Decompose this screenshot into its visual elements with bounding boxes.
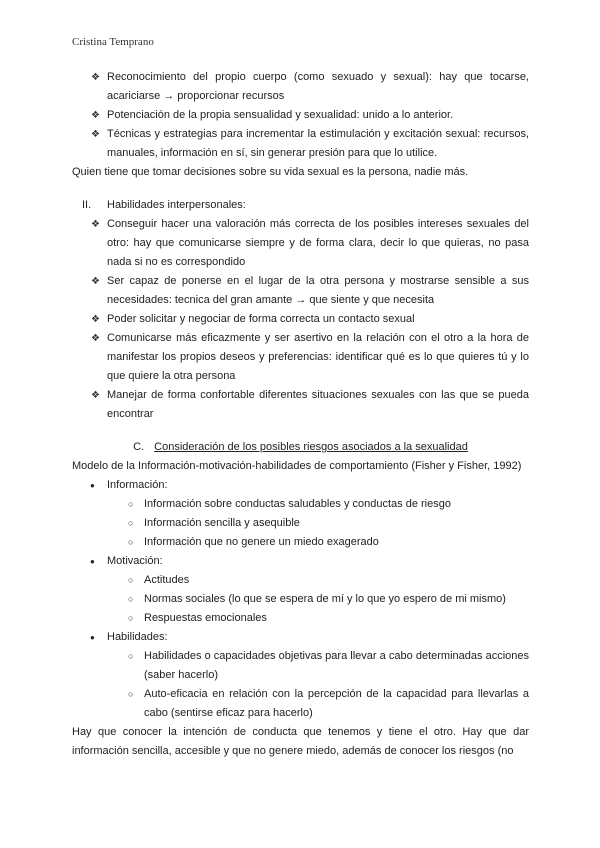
list-personal-skills [72,68,529,163]
page-header-author: Cristina Temprano [72,36,154,48]
section-numeral: II. [82,199,92,211]
list-item: ○ Información sencilla y asequible [72,514,529,533]
paragraph-model: Modelo de la Información-motivación-habilidades de comportamiento (Fisher y Fisher, 1992) [72,460,522,472]
list-item: ❖ Potenciación de la propia sensualidad y sexualidad: unido a lo anterior. [72,106,529,125]
section-heading-interpersonal [72,196,529,215]
paragraph-final: Hay que conocer la intención de conducta que tenemos y tiene el otro. Hay que dar información sencilla, accesible y que no genere miedo, además de conocer los riesgos (no [72,726,529,757]
list-item: ○ Habilidades o capacidades objetivas para llevar a cabo determinadas acciones (saber hacerlo) [72,647,529,685]
list-item: ○ Respuestas emocionales [72,609,529,628]
sublist [72,495,529,552]
list-item: ○ Información sobre conductas saludables y conductas de riesgo [72,495,529,514]
list-item: ○ Información que no genere un miedo exagerado [72,533,529,552]
list-item: ○ Normas sociales (lo que se espera de mí y lo que yo espero de mi mismo) [72,590,529,609]
section-title: Habilidades interpersonales: [107,199,246,211]
sublist [72,571,529,628]
list-item: ❖ Técnicas y estrategias para incrementar la estimulación y excitación sexual: recursos, manuales, información en sí, sin generar presión para que lo utilice. [72,125,529,163]
list-item: ❖ Reconocimiento del propio cuerpo (como sexuado y sexual): hay que tocarse, acariciarse → proporcionar recursos [72,68,529,106]
list-model-components [72,476,529,723]
list-item: ○ Auto-eficacia en relación con la percepción de la capacidad para llevarlas a cabo (sentirse eficaz para hacerlo) [72,685,529,723]
list-item-motivacion [72,552,529,628]
group-label: Motivación: [107,555,163,567]
list-item-informacion [72,476,529,552]
group-label: Habilidades: [107,631,168,643]
page-content [72,68,529,761]
list-item: ❖ Conseguir hacer una valoración más correcta de los posibles intereses sexuales del otro: hay que comunicarse siempre y de forma clara, decir lo que quieras, no pasa nada si no es correspondido [72,215,529,272]
list-item: ❖ Comunicarse más eficazmente y ser asertivo en la relación con el otro a la hora de manifestar los propios deseos y preferencias: identificar qué es lo que quieres tú y lo que quiere la otra persona [72,329,529,386]
sublist [72,647,529,723]
paragraph-decisions: Quien tiene que tomar decisiones sobre su vida sexual es la persona, nadie más. [72,166,469,178]
list-item: ○ Actitudes [72,571,529,590]
list-item: ❖ Ser capaz de ponerse en el lugar de la otra persona y mostrarse sensible a sus necesidades: tecnica del gran amante → que siente y que necesita [72,272,529,310]
list-interpersonal-skills [72,215,529,424]
section-title: Consideración de los posibles riesgos asociados a la sexualidad [154,441,468,453]
section-letter: C. [133,441,145,453]
list-item: ❖ Poder solicitar y negociar de forma correcta un contacto sexual [72,310,529,329]
list-item-habilidades [72,628,529,723]
group-label: Información: [107,479,168,491]
section-heading-risks [72,438,529,457]
list-item: ❖ Manejar de forma confortable diferentes situaciones sexuales con las que se pueda encontrar [72,386,529,424]
